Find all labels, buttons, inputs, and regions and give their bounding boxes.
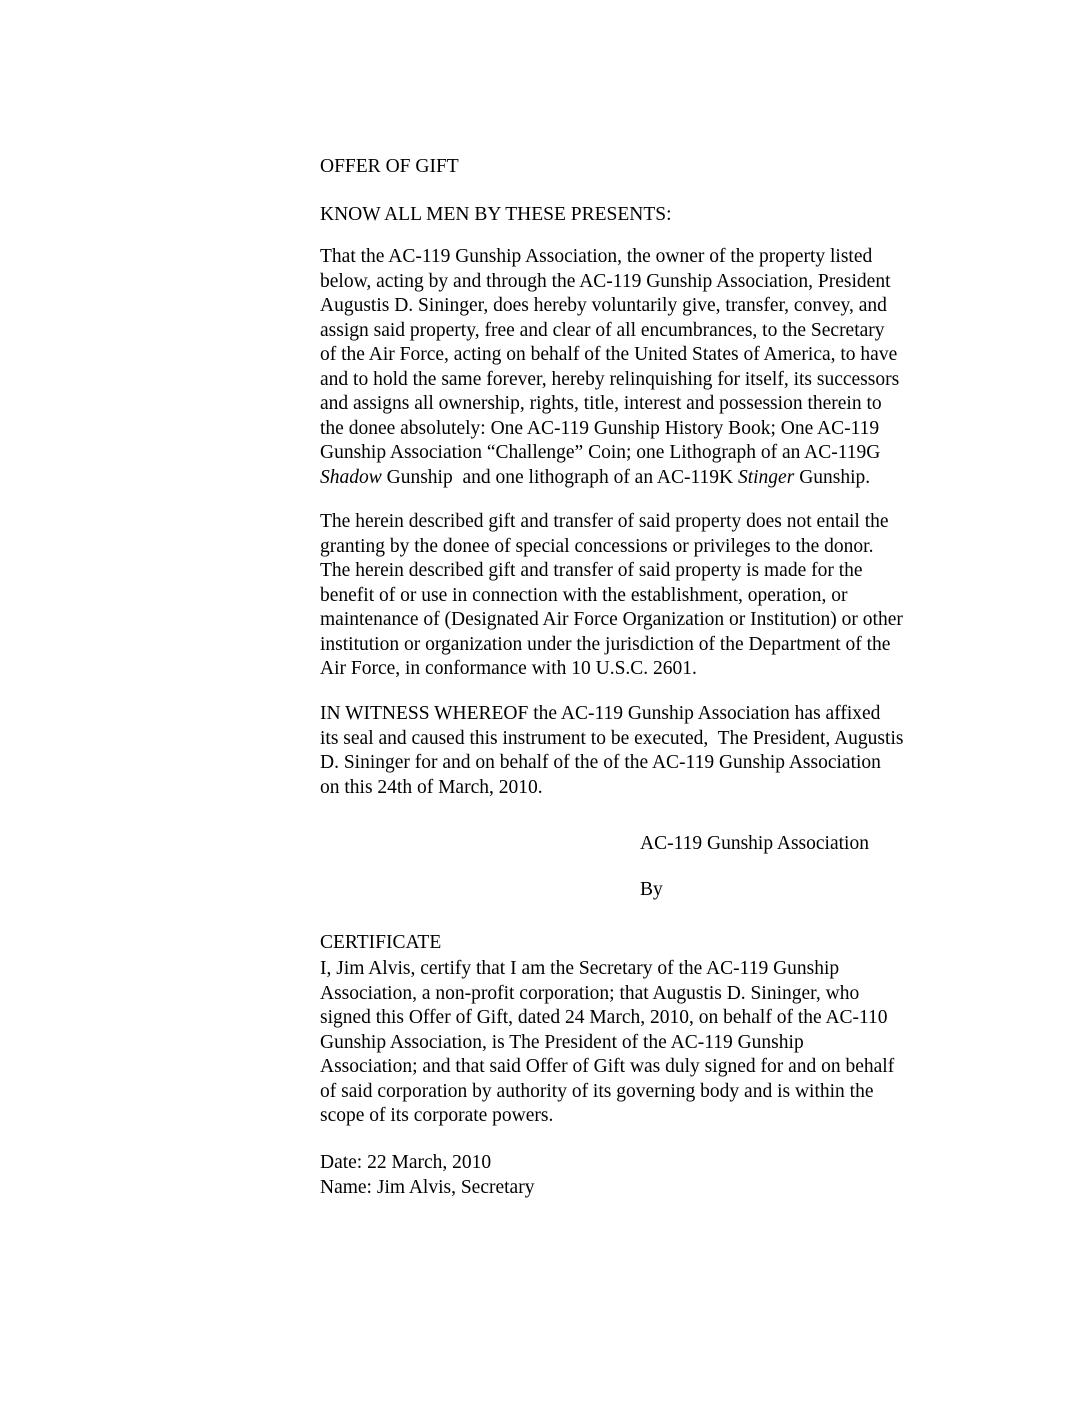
paragraph-line-last [320, 466, 870, 491]
paragraph-line: on this 24th of March, 2010. [320, 776, 543, 798]
paragraph-line: The herein described gift and transfer of said property is made for the [320, 560, 863, 581]
certificate-name: Name: Jim Alvis, Secretary [320, 1176, 535, 1198]
paragraph-line: Gunship Association “Challenge” Coin; one Lithograph of an AC-119G [320, 442, 881, 463]
paragraph-line: benefit of or use in connection with the establishment, operation, or [320, 584, 848, 606]
paragraph-line: granting by the donee of special concessions or privileges to the donor. [320, 535, 874, 557]
certificate-line: scope of its corporate powers. [320, 1105, 554, 1126]
certificate-line: Association; and that said Offer of Gift was duly signed for and on behalf [320, 1056, 895, 1077]
paragraph-line: Air Force, in conformance with 10 U.S.C. 2601. [320, 658, 697, 679]
certificate-line: of said corporation by authority of its governing body and is within the [320, 1080, 874, 1102]
preamble: KNOW ALL MEN BY THESE PRESENTS: [320, 204, 672, 225]
paragraph-line: assign said property, free and clear of all encumbrances, to the Secretary [320, 319, 885, 341]
paragraph-line: That the AC-119 Gunship Association, the owner of the property listed [320, 246, 873, 267]
certificate-heading: CERTIFICATE [320, 932, 442, 953]
document-title: OFFER OF GIFT [320, 156, 459, 177]
certificate-line: Gunship Association, is The President of the AC-119 Gunship [320, 1031, 804, 1053]
paragraph-line: institution or organization under the jurisdiction of the Department of the [320, 633, 891, 655]
paragraph-line: Augustis D. Sininger, does hereby voluntarily give, transfer, convey, and [320, 295, 887, 316]
signature-by: By [640, 879, 663, 900]
paragraph-line: The herein described gift and transfer of said property does not entail the [320, 511, 889, 532]
paragraph-line: and assigns all ownership, rights, title, interest and possession therein to [320, 393, 882, 414]
paragraph-line: its seal and caused this instrument to be executed, The President, Augustis [320, 727, 904, 749]
certificate-date: Date: 22 March, 2010 [320, 1152, 492, 1173]
paragraph-line: and to hold the same forever, hereby relinquishing for itself, its successors [320, 368, 900, 390]
paragraph-line: of the Air Force, acting on behalf of the United States of America, to have [320, 344, 898, 365]
certificate-line: I, Jim Alvis, certify that I am the Secretary of the AC-119 Gunship [320, 958, 840, 979]
paragraph-text: Gunship. [794, 466, 871, 488]
paragraph-line: below, acting by and through the AC-119 Gunship Association, President [320, 270, 891, 292]
paragraph-line: IN WITNESS WHEREOF the AC-119 Gunship Association has affixed [320, 703, 881, 724]
paragraph-text: Gunship and one lithograph of an AC-119K [381, 466, 738, 488]
shadow-gunship-name: Shadow [320, 466, 382, 488]
stinger-gunship-name: Stinger [737, 466, 795, 488]
paragraph-line: D. Sininger for and on behalf of the of the AC-119 Gunship Association [320, 752, 881, 773]
paragraph-line: the donee absolutely: One AC-119 Gunship History Book; One AC-119 [320, 417, 880, 439]
certificate-line: signed this Offer of Gift, dated 24 March, 2010, on behalf of the AC-110 [320, 1007, 888, 1028]
paragraph-line: maintenance of (Designated Air Force Organization or Institution) or other [320, 609, 903, 630]
certificate-line: Association, a non-profit corporation; that Augustis D. Sininger, who [320, 982, 860, 1004]
signature-organization: AC-119 Gunship Association [640, 833, 869, 854]
